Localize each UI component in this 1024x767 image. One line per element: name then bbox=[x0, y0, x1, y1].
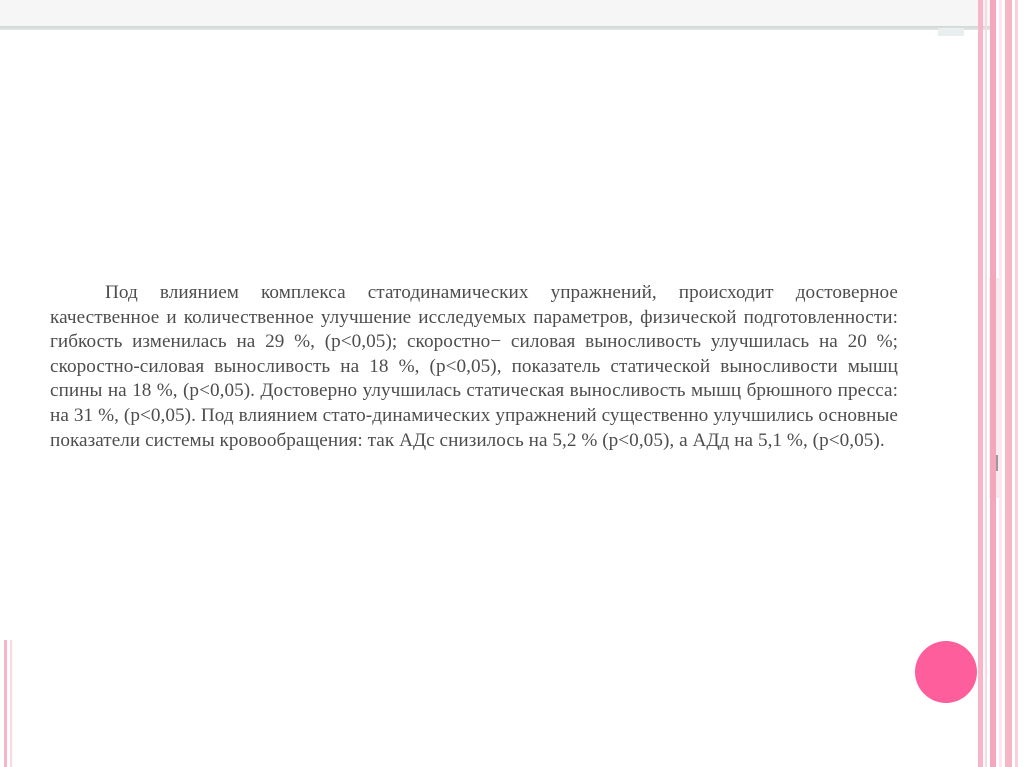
decorative-stripe bbox=[985, 0, 987, 767]
decorative-stripe bbox=[1015, 0, 1018, 767]
decorative-stripe bbox=[978, 0, 983, 767]
decorative-stripe-left bbox=[4, 640, 7, 767]
decorative-stripe bbox=[999, 0, 1002, 767]
top-band bbox=[0, 0, 990, 26]
decorative-circle bbox=[915, 641, 977, 703]
decorative-stripe bbox=[1005, 0, 1012, 767]
decorative-stripe bbox=[990, 0, 996, 767]
body-paragraph: Под влиянием комплекса статодинамических упражнений, происходит достоверное качественное и количественное улучшение исследуемых параметров, физической подготовленности: гибкость изменилась на 29 %, (p<0,05); скоростно− силовая выносливость улучшилась на 20 %; скоростно-силовая выносливость на 18 %, (p<0,05), показатель статической выносливости мышц спины на 18 %, (p<0,05). Достоверно улучшилась статическая выносливость мышц брюшного пресса: на 31 %, (p<0,05). Под влиянием стато-динамических упражнений существенно улучшились основные показатели системы кровообращения: так АДс снизилось на 5,2 % (p<0,05), а АДд на 5,1 %, (p<0,05). bbox=[50, 282, 898, 451]
corner-mark bbox=[938, 28, 964, 36]
decorative-stripe-left bbox=[10, 640, 12, 767]
